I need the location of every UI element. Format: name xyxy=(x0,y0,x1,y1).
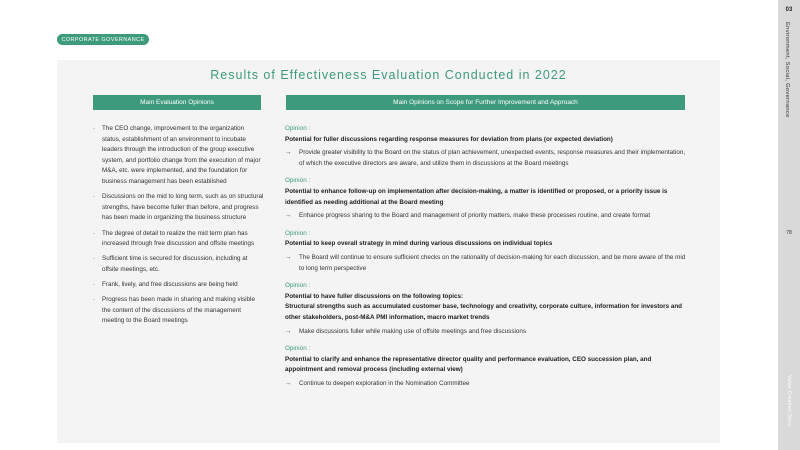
bullet-icon: · xyxy=(93,281,96,289)
opinion-action-text: Make discussions fuller while making use of offsite meetings and free discussions xyxy=(299,327,527,335)
arrow-icon: → xyxy=(285,379,292,387)
opinion-block xyxy=(285,124,690,169)
opinion-label: Opinion : xyxy=(285,345,311,353)
opinion-block xyxy=(285,229,690,274)
list-item-text: The degree of detail to realize the mid term plan has increased through free discussion and offsite meetings xyxy=(102,229,255,248)
opinion-title: Potential for fuller discussions regarding response measures for deviation from plans (or expected deviation) xyxy=(285,135,613,143)
opinion-action xyxy=(285,253,690,274)
left-column-header: Main Evaluation Opinions xyxy=(93,95,261,110)
bullet-icon: · xyxy=(93,255,96,263)
opinion-label: Opinion : xyxy=(285,125,311,132)
opinion-action xyxy=(285,327,690,338)
opinion-title: Potential to enhance follow-up on implementation after decision-making, a matter is identified or proposed, or a priority issue is identified as needing additional at the Board meeting xyxy=(285,187,668,206)
list-item xyxy=(92,124,264,188)
list-item xyxy=(92,229,264,250)
opinion-action-text: The Board will continue to ensure sufficient checks on the rationality of decision-making for each discussion, and be more aware of the mid to long term perspective xyxy=(299,253,686,272)
opinion-block xyxy=(285,281,690,337)
opinion-action-text: Continue to deepen exploration in the Nomination Committee xyxy=(299,379,470,387)
arrow-icon: → xyxy=(285,149,292,157)
opinion-action-text: Enhance progress sharing to the Board and management of priority matters, make these processes routine, and create format xyxy=(299,212,651,220)
list-item-text: Sufficient time is secured for discussion, including at offsite meetings, etc. xyxy=(102,255,248,273)
bullet-icon: · xyxy=(93,125,96,132)
section-tag: CORPORATE GOVERNANCE xyxy=(57,34,149,45)
list-item-text: The CEO change, improvement to the organization status, establishment of an environment to incubate leaders through the introduction of the group executive system, and portfolio change from the execution of major M&A, etc. were implemented, and the foundation for business management has been established xyxy=(102,125,261,185)
list-item-text: Frank, lively, and free discussions are being held xyxy=(102,281,238,289)
list-item xyxy=(92,280,264,291)
opinion-action xyxy=(285,379,690,390)
opinion-block xyxy=(285,176,690,221)
list-item-text: Discussions on the mid to long term, such as on structural strengths, have become fuller than before, and progress has been made in organizing the business structure xyxy=(102,193,264,222)
opinion-action xyxy=(285,211,690,222)
right-column-header: Main Opinions on Scope for Further Improvement and Approach xyxy=(286,95,685,110)
list-item-text: Progress has been made in sharing and making visible the content of the discussions of the management meeting to the Board meetings xyxy=(102,296,255,325)
bullet-icon: · xyxy=(93,296,96,304)
opinion-label: Opinion : xyxy=(285,177,311,185)
chapter-name[interactable]: Environment, Social, Governance xyxy=(784,22,790,118)
page-title: Results of Effectiveness Evaluation Conducted in 2022 xyxy=(210,68,567,82)
opinion-label: Opinion : xyxy=(285,282,311,290)
footer-section-link[interactable]: Value Creation Story xyxy=(786,375,792,427)
chapter-number[interactable]: 03 xyxy=(785,7,793,13)
opinion-block xyxy=(285,344,690,389)
opinion-title: Potential to have fuller discussions on the following topics: Structural strengths such as accumulated customer base, technology and creativity, corporate culture, information for investors and other stakeholders, post-M&A PMI information, macro market trends xyxy=(285,292,683,321)
list-item xyxy=(92,254,264,275)
arrow-icon: → xyxy=(285,212,292,220)
opinion-action-text: Provide greater visibility to the Board on the status of plan achievement, unexpected events, response measures and their implementation, of which the executive directors are aware, and utilize them in discussions at the Board meetings xyxy=(299,149,686,167)
list-item xyxy=(92,295,264,327)
opinion-title: Potential to clarify and enhance the representative director quality and performance evaluation, CEO succession plan, and appointment and removal process (including external view) xyxy=(285,355,652,374)
page-number: 78 xyxy=(786,230,792,236)
bullet-icon: · xyxy=(93,229,96,237)
arrow-icon: → xyxy=(285,327,292,335)
list-item xyxy=(92,192,264,224)
opinion-title: Potential to keep overall strategy in mind during various discussions on individual topics xyxy=(285,240,553,248)
improvement-opinions xyxy=(285,124,690,396)
bullet-icon: · xyxy=(93,193,96,201)
opinion-action xyxy=(285,148,690,169)
opinion-label: Opinion : xyxy=(285,229,311,237)
arrow-icon: → xyxy=(285,253,292,261)
evaluation-opinions-list xyxy=(92,124,264,332)
